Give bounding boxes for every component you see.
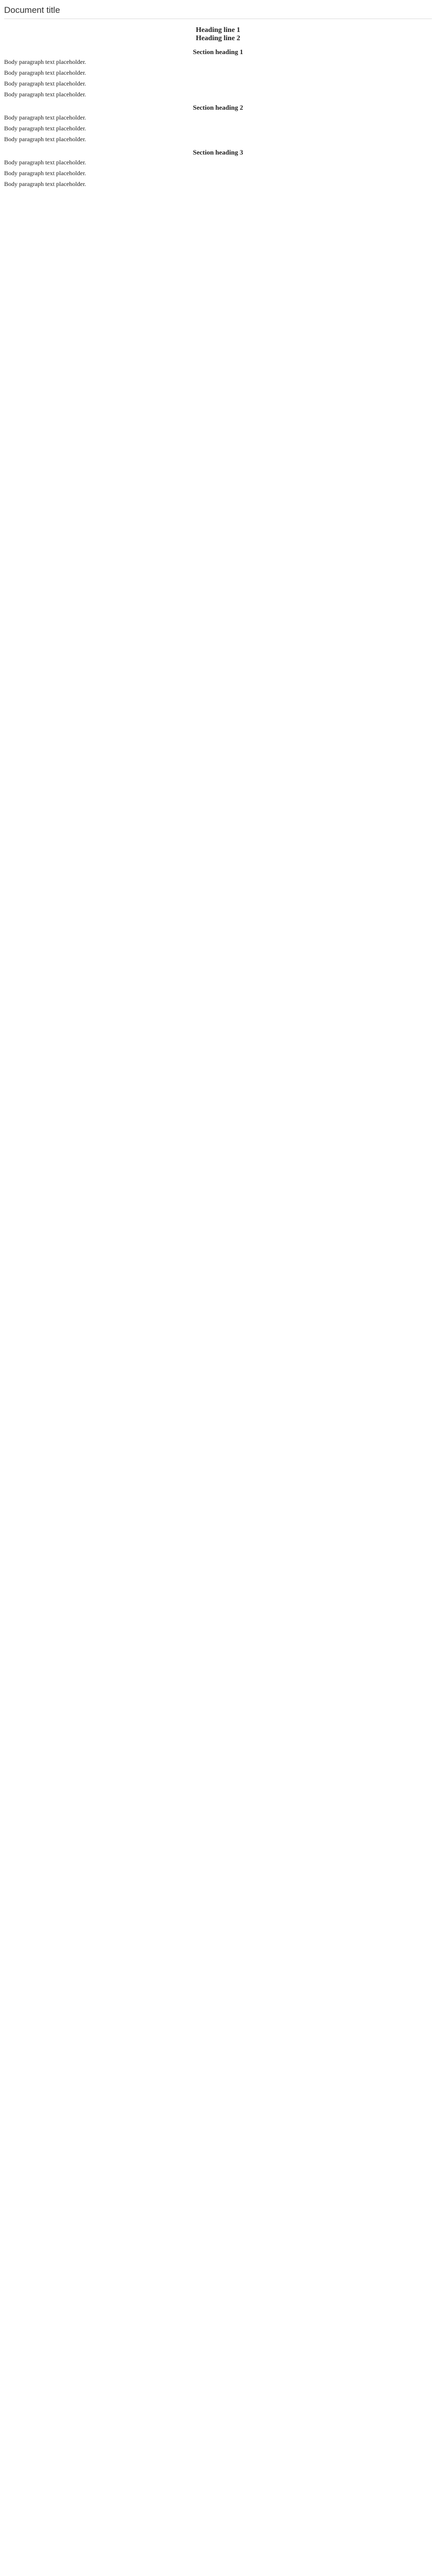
body-paragraph: Body paragraph text placeholder. <box>4 91 86 98</box>
document-heading-2: Heading line 2 <box>196 35 240 42</box>
document-heading-1: Heading line 1 <box>196 26 240 34</box>
document-body <box>4 48 432 188</box>
section-heading: Section heading 1 <box>193 48 243 56</box>
body-paragraph: Body paragraph text placeholder. <box>4 69 86 76</box>
document-section <box>4 48 432 98</box>
page <box>0 0 436 201</box>
body-paragraph: Body paragraph text placeholder. <box>4 80 86 87</box>
body-paragraph: Body paragraph text placeholder. <box>4 170 86 177</box>
document-section <box>4 148 432 188</box>
section-heading: Section heading 2 <box>193 104 243 111</box>
body-paragraph: Body paragraph text placeholder. <box>4 125 86 132</box>
body-paragraph: Body paragraph text placeholder. <box>4 135 86 143</box>
document-title: Document title <box>4 0 432 19</box>
body-paragraph: Body paragraph text placeholder. <box>4 180 86 188</box>
body-paragraph: Body paragraph text placeholder. <box>4 114 86 121</box>
section-heading: Section heading 3 <box>193 148 243 156</box>
document-section <box>4 104 432 143</box>
body-paragraph: Body paragraph text placeholder. <box>4 159 86 166</box>
body-paragraph: Body paragraph text placeholder. <box>4 58 86 65</box>
